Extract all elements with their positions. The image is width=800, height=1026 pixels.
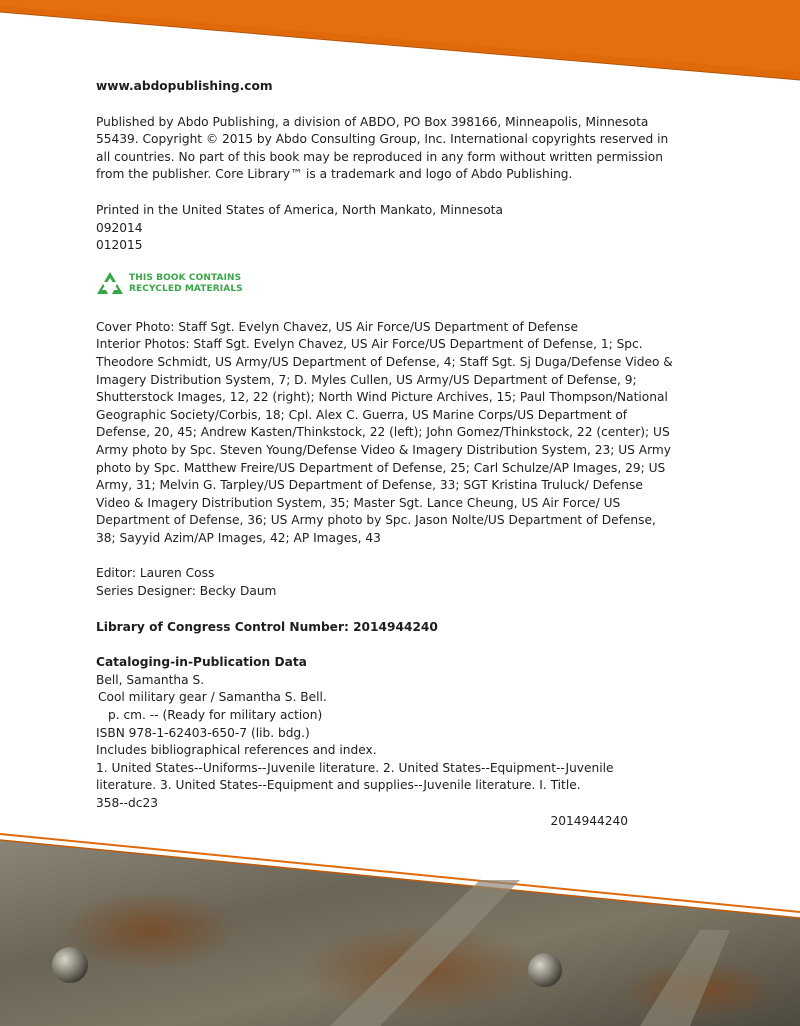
recycled-label-line1: THIS BOOK CONTAINS: [129, 273, 242, 284]
editor-credit: Editor: Lauren Coss: [96, 566, 215, 581]
printing-location: Printed in the United States of America, North Mankato, Minnesota: [96, 202, 503, 217]
designer-credit: Series Designer: Becky Daum: [96, 584, 277, 599]
cip-title: Cool military gear / Samantha S. Bell.: [98, 690, 327, 705]
cip-classification: 358--dc23: [96, 796, 159, 810]
interior-photo-credits: Interior Photos: Staff Sgt. Evelyn Chavez, US Air Force/US Department of Defense, 1; Spc. Theodore Schmidt, US Army/US Department of Defense, 4; Staff Sgt. Sj Duga/Defense Video & Imagery Distribution System, 7; D. Myles Cullen, US Army/US Department of Defense, 9; Shutterstock Images, 12, 22 (right); North Wind Picture Archives, 15; Paul Thompson/National Geographic Society/Corbis, 18; Cpl. Alex C. Guerra, US Marine Corps/US Department of Defense, 20, 45; Andrew Kasten/Thinkstock, 22 (left); John Gomez/Thinkstock, 22 (center); US Army photo by Spc. Steven Young/Defense Video & Imagery Distribution System, 23; US Army photo by Spc. Matthew Freire/US Department of Defense, 25; Carl Schulze/AP Images, 29; US Army, 31; Melvin G. Tarpley/US Department of Defense, 33; SGT Kristina Truluck/ Defense Video & Imagery Distribution System, 35; Master Sgt. Lance Cheung, US Air Force/ US Department of Defense, 36; US Army photo by Spc. Jason Nolte/US Department of Defense, 38; Sayyid Azim/AP Images, 42; AP Images, 43: [96, 337, 673, 545]
cip-bibliography: Includes bibliographical references and index.: [96, 743, 377, 758]
cip-pages: p. cm. -- (Ready for military action): [108, 708, 323, 723]
bottom-metal-plate: [0, 820, 800, 1026]
top-orange-banner: [0, 0, 800, 90]
publisher-website[interactable]: www.abdopublishing.com: [96, 79, 273, 93]
recycled-materials-badge: [96, 271, 676, 297]
cip-author: Bell, Samantha S.: [96, 672, 205, 687]
lccn: Library of Congress Control Number: 2014944240: [96, 619, 438, 634]
cip-isbn: ISBN 978-1-62403-650-7 (lib. bdg.): [96, 725, 310, 740]
cip-heading: Cataloging-in-Publication Data: [96, 655, 307, 670]
recycled-label-line2: RECYCLED MATERIALS: [129, 283, 243, 294]
publisher-notice: Published by Abdo Publishing, a division of ABDO, PO Box 398166, Minneapolis, Minnesota 55439. Copyright © 2015 by Abdo Consulting Group, Inc. International copyrights reserved in all countries. No part of this book may be reproduced in any form without written permission from the publisher. Core Library™ is a trademark and logo of Abdo Publishing.: [96, 114, 669, 182]
recycle-icon: [96, 271, 124, 297]
cover-photo-credit: Cover Photo: Staff Sgt. Evelyn Chavez, US Air Force/US Department of Defense: [96, 319, 578, 334]
copyright-page-body: [96, 78, 676, 830]
printing-code: 012015: [96, 238, 143, 253]
printing-code: 092014: [96, 220, 143, 235]
cip-subjects: 1. United States--Uniforms--Juvenile literature. 2. United States--Equipment--Juvenile literature. 3. United States--Equipment and supplies--Juvenile literature. I. Title.: [96, 760, 614, 793]
cip-control-number: 2014944240: [550, 813, 628, 828]
